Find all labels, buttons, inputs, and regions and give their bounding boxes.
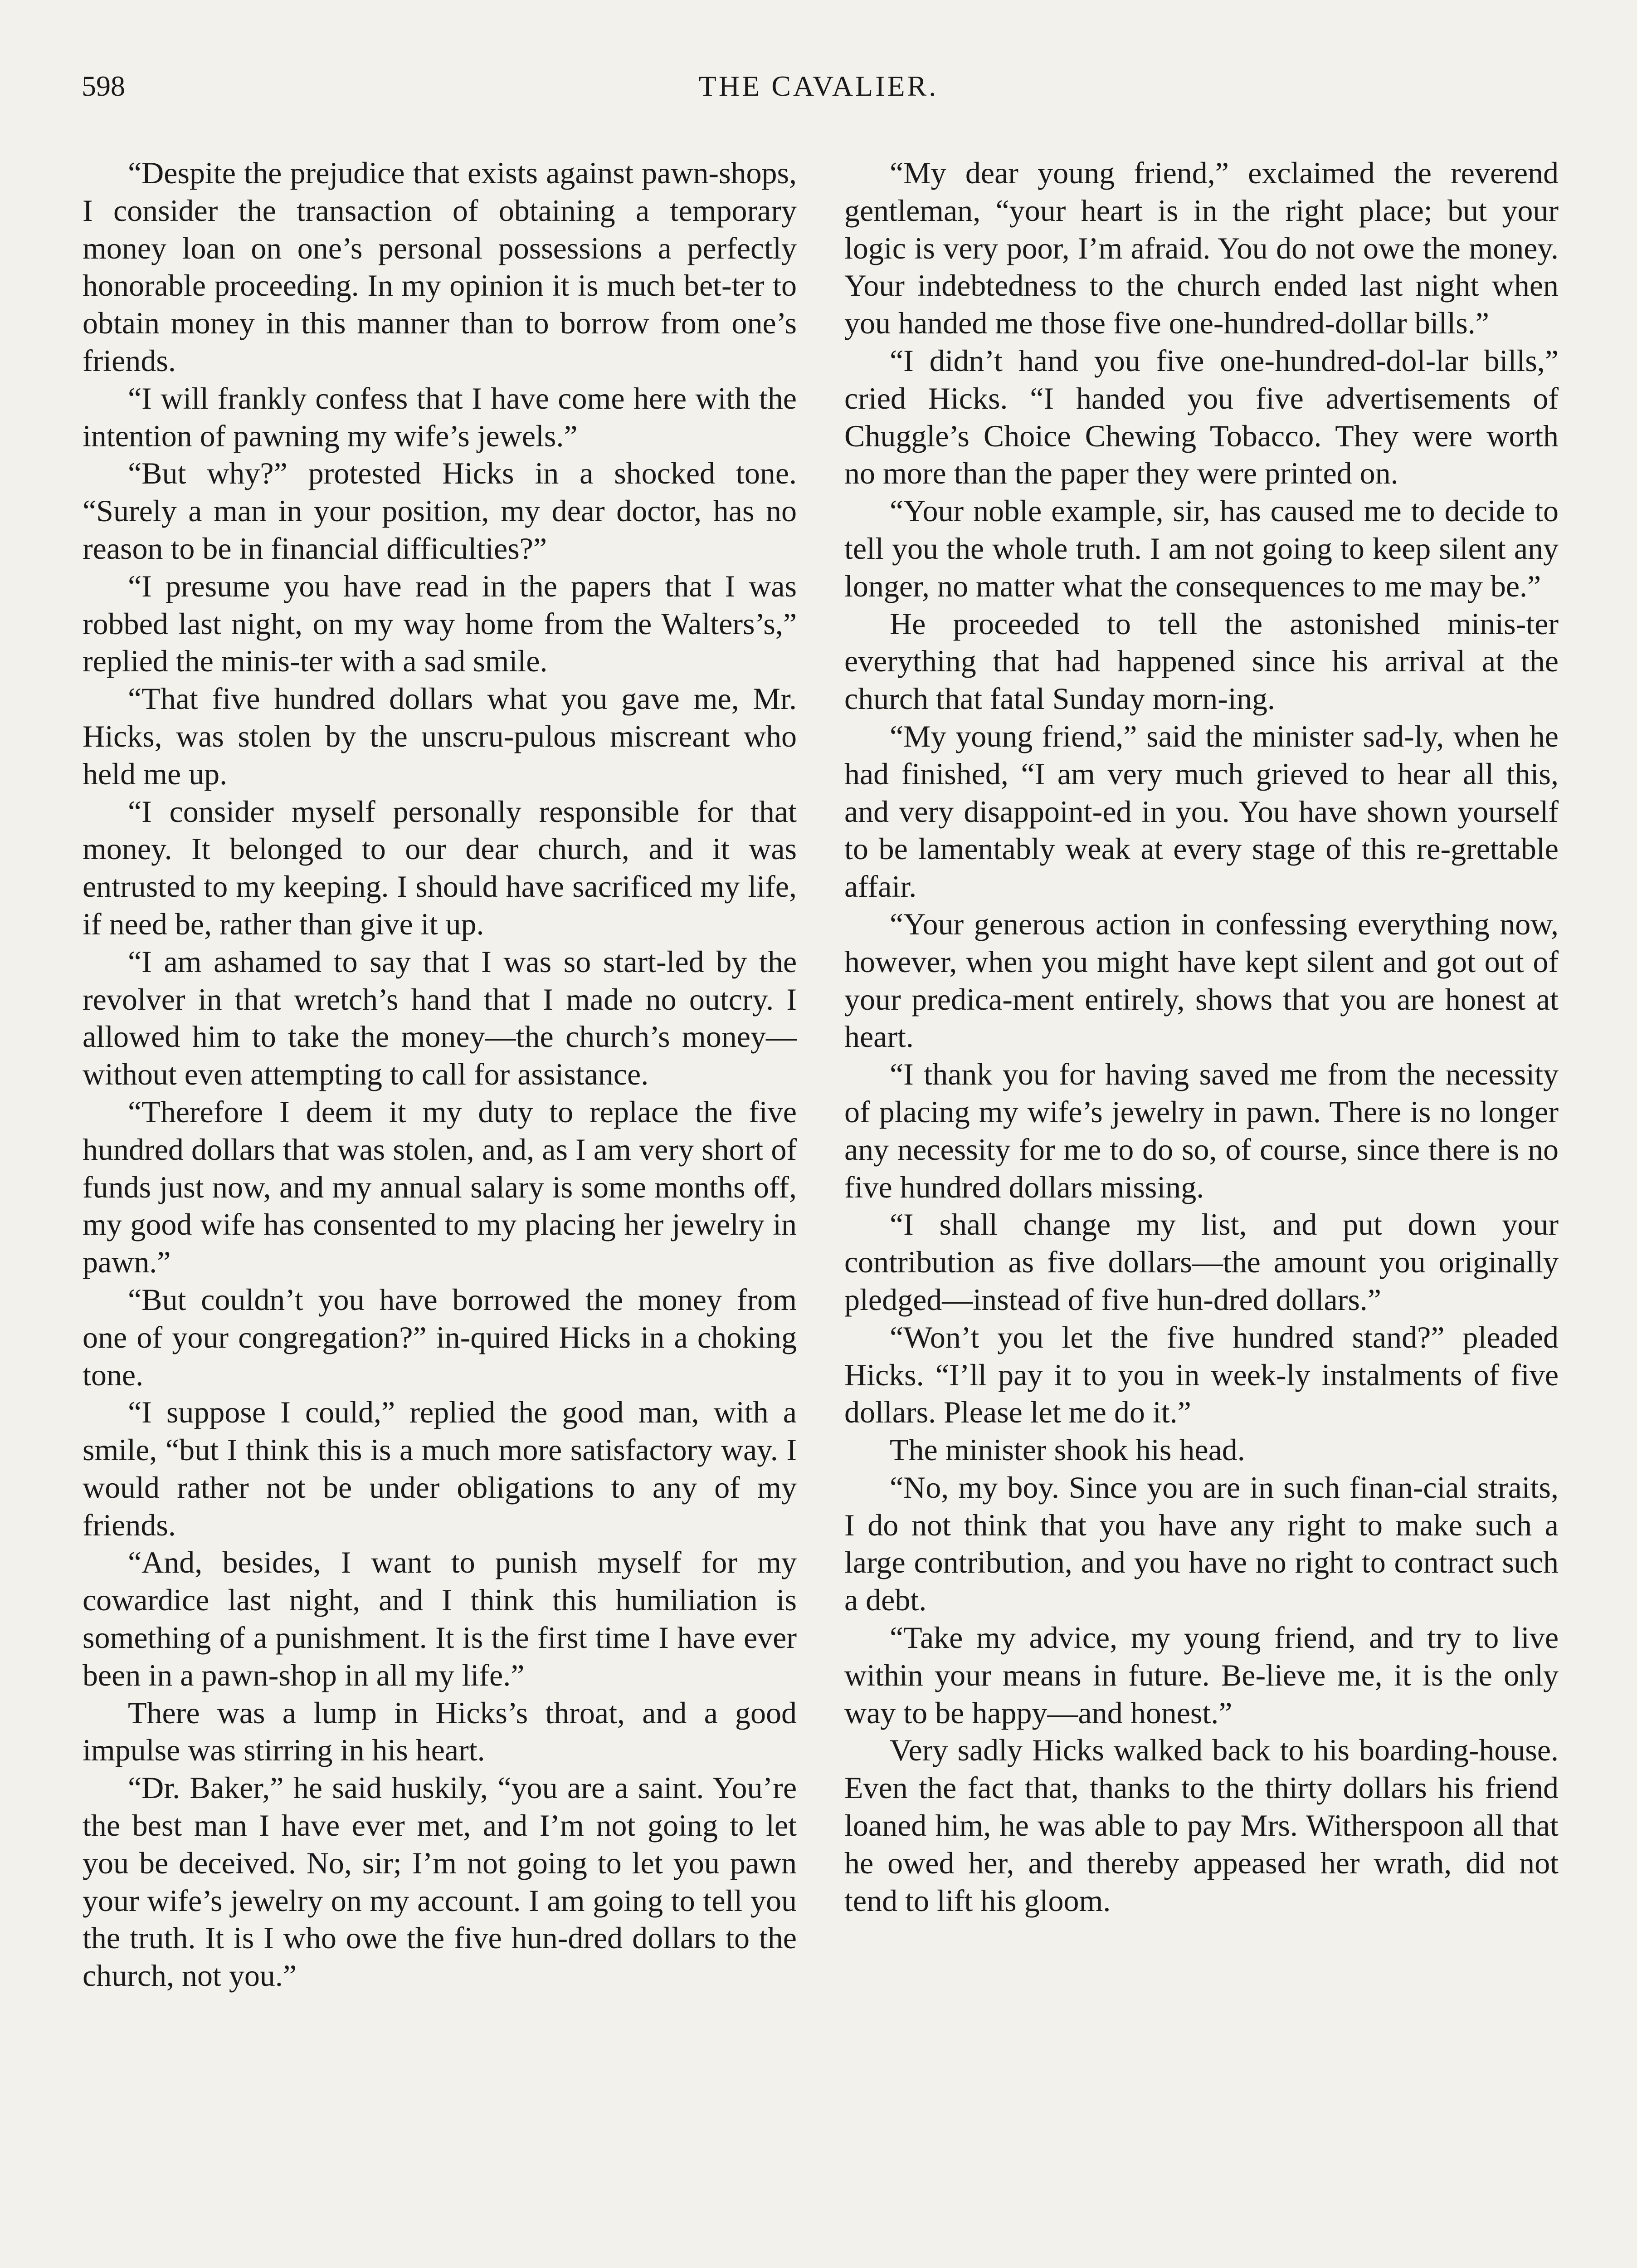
paragraph: “Your noble example, sir, has caused me to decide to tell you the whole truth. I am not going to keep silent any longer, no matter what the consequences to me may be.” xyxy=(844,494,1559,603)
paragraph: “I will frankly confess that I have come here with the intention of pawning my wife’s jewels.” xyxy=(83,381,797,453)
left-column xyxy=(83,154,797,1994)
paragraph: “I presume you have read in the papers that I was robbed last night, on my way home from the Walters’s,” replied the minis-ter with a sad smile. xyxy=(83,568,797,679)
paragraph: He proceeded to tell the astonished minis-ter everything that had happened since his arrival at the church that fatal Sunday morn-ing. xyxy=(844,606,1559,716)
paragraph: “But why?” protested Hicks in a shocked tone. “Surely a man in your position, my dear doctor, has no reason to be in financial difficulties?” xyxy=(83,456,797,566)
paragraph: There was a lump in Hicks’s throat, and a good impulse was stirring in his heart. xyxy=(83,1695,797,1768)
paragraph: “But couldn’t you have borrowed the money from one of your congregation?” in-quired Hicks in a choking tone. xyxy=(83,1282,797,1392)
paragraph: “That five hundred dollars what you gave me, Mr. Hicks, was stolen by the unscru-pulous miscreant who held me up. xyxy=(83,681,797,791)
running-head-title: THE CAVALIER. xyxy=(698,70,939,102)
paragraph: “Despite the prejudice that exists against pawn-shops, I consider the transaction of obtaining a temporary money loan on one’s personal possessions a perfectly honorable proceeding. In my opinion it is much bet-ter to obtain money in this manner than to borrow from one’s friends. xyxy=(83,156,797,378)
paragraph: “My dear young friend,” exclaimed the reverend gentleman, “your heart is in the right place; but your logic is very poor, I’m afraid. You do not owe the money. Your indebtedness to the church ended last night when you handed me those five one-hundred-dollar bills.” xyxy=(844,156,1559,341)
paragraph: “No, my boy. Since you are in such finan-cial straits, I do not think that you have any right to make such a large contribution, and you have no right to contract such a debt. xyxy=(844,1470,1559,1618)
paragraph: “I didn’t hand you five one-hundred-dol-lar bills,” cried Hicks. “I handed you five advertisements of Chuggle’s Choice Chewing Tobacco. They were worth no more than the paper they were printed on. xyxy=(844,343,1559,491)
paragraph: Very sadly Hicks walked back to his boarding-house. Even the fact that, thanks to the thirty dollars his friend loaned him, he was able to pay Mrs. Witherspoon all that he owed her, and thereby appeased her wrath, did not tend to lift his gloom. xyxy=(844,1733,1559,1918)
paragraph: “Dr. Baker,” he said huskily, “you are a saint. You’re the best man I have ever met, and I’m not going to let you be deceived. No, sir; I’m not going to let you pawn your wife’s jewelry on my account. I am going to tell you the truth. It is I who owe the five hun-dred dollars to the church, not you.” xyxy=(83,1770,797,1993)
paragraph: The minister shook his head. xyxy=(890,1432,1245,1467)
paragraph: “And, besides, I want to punish myself for my cowardice last night, and I think this humiliation is something of a punishment. It is the first time I have ever been in a pawn-shop in all my life.” xyxy=(83,1545,797,1692)
paragraph: “I thank you for having saved me from the necessity of placing my wife’s jewelry in pawn. There is no longer any necessity for me to do so, of course, since there is no five hundred dollars missing. xyxy=(844,1057,1559,1204)
right-column xyxy=(844,154,1559,1919)
paragraph: “I suppose I could,” replied the good man, with a smile, “but I think this is a much more satisfactory way. I would rather not be under obligations to any of my friends. xyxy=(83,1395,797,1542)
paragraph: “Therefore I deem it my duty to replace the five hundred dollars that was stolen, and, as I am very short of funds just now, and my annual salary is some months off, my good wife has consented to my placing her jewelry in pawn.” xyxy=(83,1094,797,1280)
paragraph: “I shall change my list, and put down your contribution as five dollars—the amount you originally pledged—instead of five hun-dred dollars.” xyxy=(844,1207,1559,1317)
paragraph: “Won’t you let the five hundred stand?” pleaded Hicks. “I’ll pay it to you in week-ly instalments of five dollars. Please let me do it.” xyxy=(844,1320,1559,1430)
paragraph: “My young friend,” said the minister sad-ly, when he had finished, “I am very much grieved to hear all this, and very disappoint-ed in you. You have shown yourself to be lamentably weak at every stage of this re-grettable affair. xyxy=(844,719,1559,904)
paragraph: “I am ashamed to say that I was so start-led by the revolver in that wretch’s hand that I made no outcry. I allowed him to take the money—the church’s money—without even attempting to call for assistance. xyxy=(83,944,797,1092)
paragraph: “I consider myself personally responsible for that money. It belonged to our dear church, and it was entrusted to my keeping. I should have sacrificed my life, if need be, rather than give it up. xyxy=(83,794,797,941)
paragraph: “Take my advice, my young friend, and try to live within your means in future. Be-lieve me, it is the only way to be happy—and honest.” xyxy=(844,1620,1559,1730)
paragraph: “Your generous action in confessing everything now, however, when you might have kept silent and got out of your predica-ment entirely, shows that you are honest at heart. xyxy=(844,906,1559,1054)
page-number: 598 xyxy=(82,70,125,102)
